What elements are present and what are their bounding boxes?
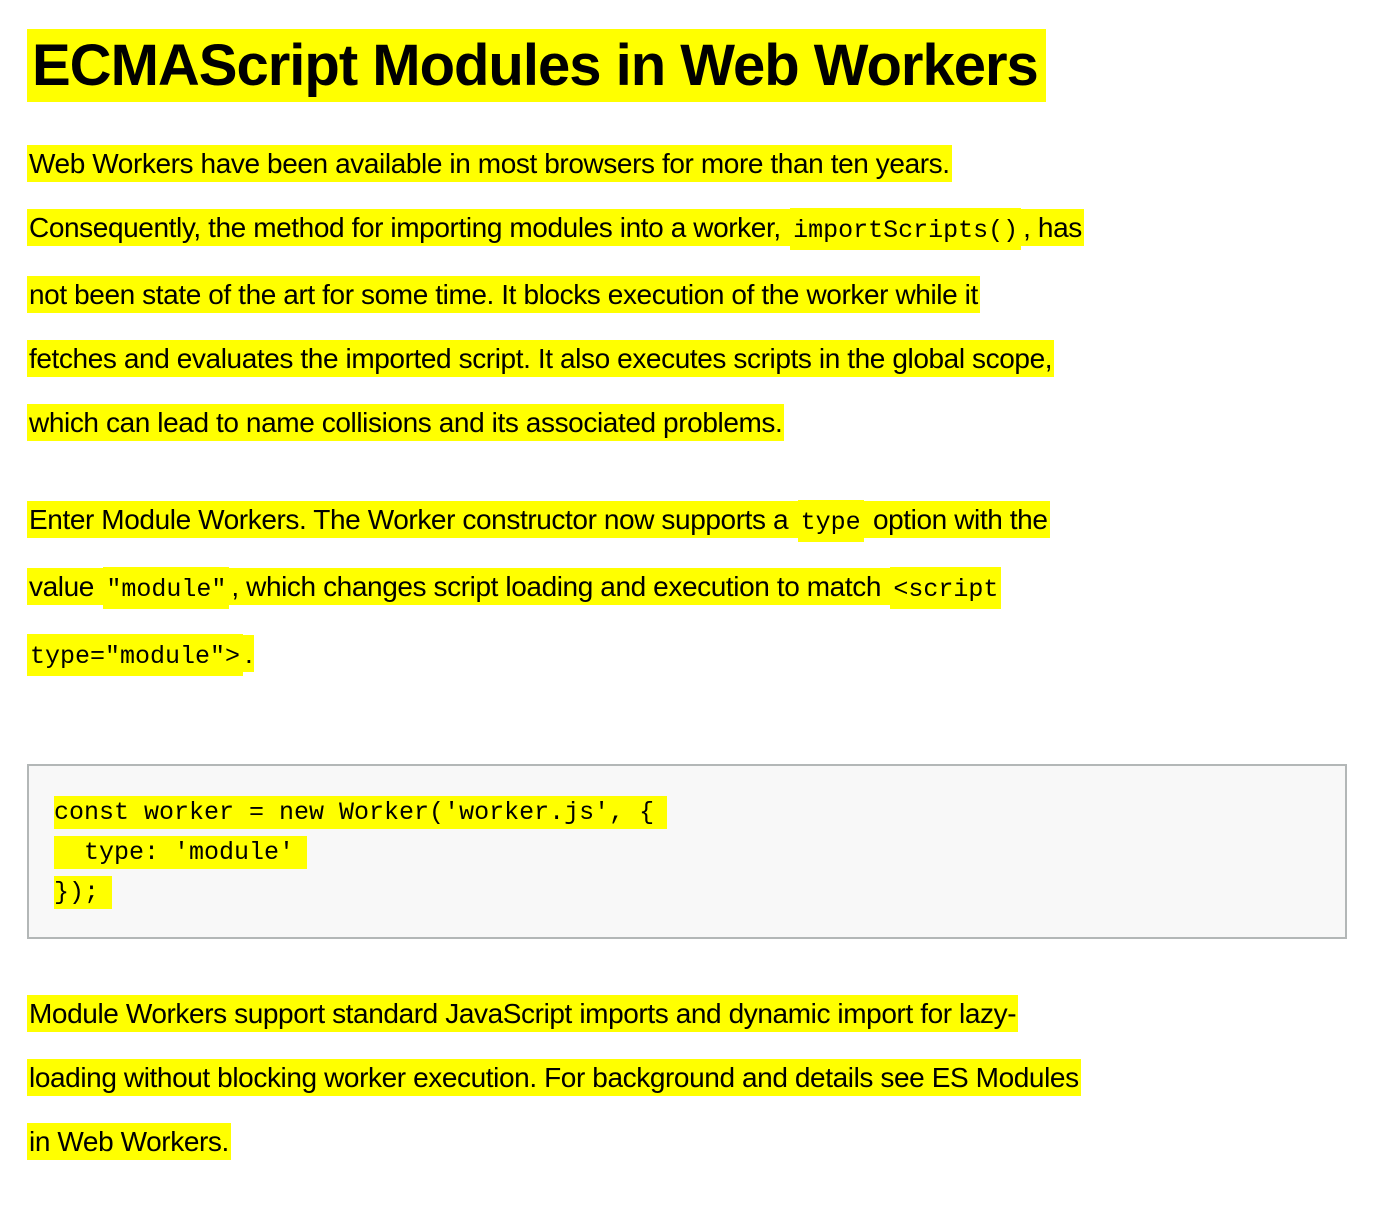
- text-line: [27, 1110, 1347, 1174]
- highlighted-text: fetches and evaluates the imported script. It also executes scripts in the global scope,: [27, 340, 1054, 377]
- code-line: [54, 873, 1320, 913]
- highlighted-text: , has: [1021, 209, 1084, 246]
- highlighted-text: loading without blocking worker execution. For background and details see ES Modules: [27, 1059, 1081, 1096]
- paragraph: [27, 488, 1347, 689]
- highlighted-text: not been state of the art for some time. It blocks execution of the worker while it: [27, 276, 980, 313]
- inline-code: type="module">: [27, 634, 243, 676]
- text-line: [27, 391, 1347, 455]
- code-line: [54, 833, 1320, 873]
- highlighted-text: option with the: [864, 501, 1050, 538]
- text-line: [27, 555, 1347, 622]
- highlighted-text: in Web Workers.: [27, 1123, 231, 1160]
- text-line: [27, 1046, 1347, 1110]
- highlighted-text: Web Workers have been available in most browsers for more than ten years.: [27, 145, 952, 182]
- text-line: [27, 327, 1347, 391]
- text-line: [27, 132, 1347, 196]
- text-line: [27, 982, 1347, 1046]
- article-body: [27, 132, 1347, 1174]
- highlighted-title: ECMAScript Modules in Web Workers: [27, 29, 1046, 102]
- highlighted-text: Module Workers support standard JavaScript imports and dynamic import for lazy-: [27, 995, 1018, 1032]
- code-line: [54, 793, 1320, 833]
- inline-code: <script: [890, 567, 1001, 609]
- highlighted-code: type: 'module': [54, 836, 307, 869]
- highlighted-text: value: [27, 568, 103, 605]
- highlighted-text: Enter Module Workers. The Worker constructor now supports a: [27, 501, 798, 538]
- page-title: [27, 28, 1347, 103]
- highlighted-code: const worker = new Worker('worker.js', {: [54, 796, 667, 829]
- inline-code: type: [798, 500, 864, 542]
- code-block: [27, 764, 1347, 939]
- highlighted-code: });: [54, 876, 112, 909]
- text-line: [27, 196, 1347, 263]
- article-page: [27, 0, 1347, 1174]
- paragraph: [27, 132, 1347, 455]
- inline-code: "module": [103, 567, 229, 609]
- text-line: [27, 622, 1347, 689]
- highlighted-text: which can lead to name collisions and its associated problems.: [27, 404, 784, 441]
- paragraph: [27, 982, 1347, 1174]
- text-line: [27, 488, 1347, 555]
- highlighted-text: Consequently, the method for importing modules into a worker,: [27, 209, 790, 246]
- highlighted-text: .: [243, 635, 254, 672]
- text-line: [27, 263, 1347, 327]
- highlighted-text: , which changes script loading and execution to match: [229, 568, 890, 605]
- inline-code: importScripts(): [790, 208, 1021, 250]
